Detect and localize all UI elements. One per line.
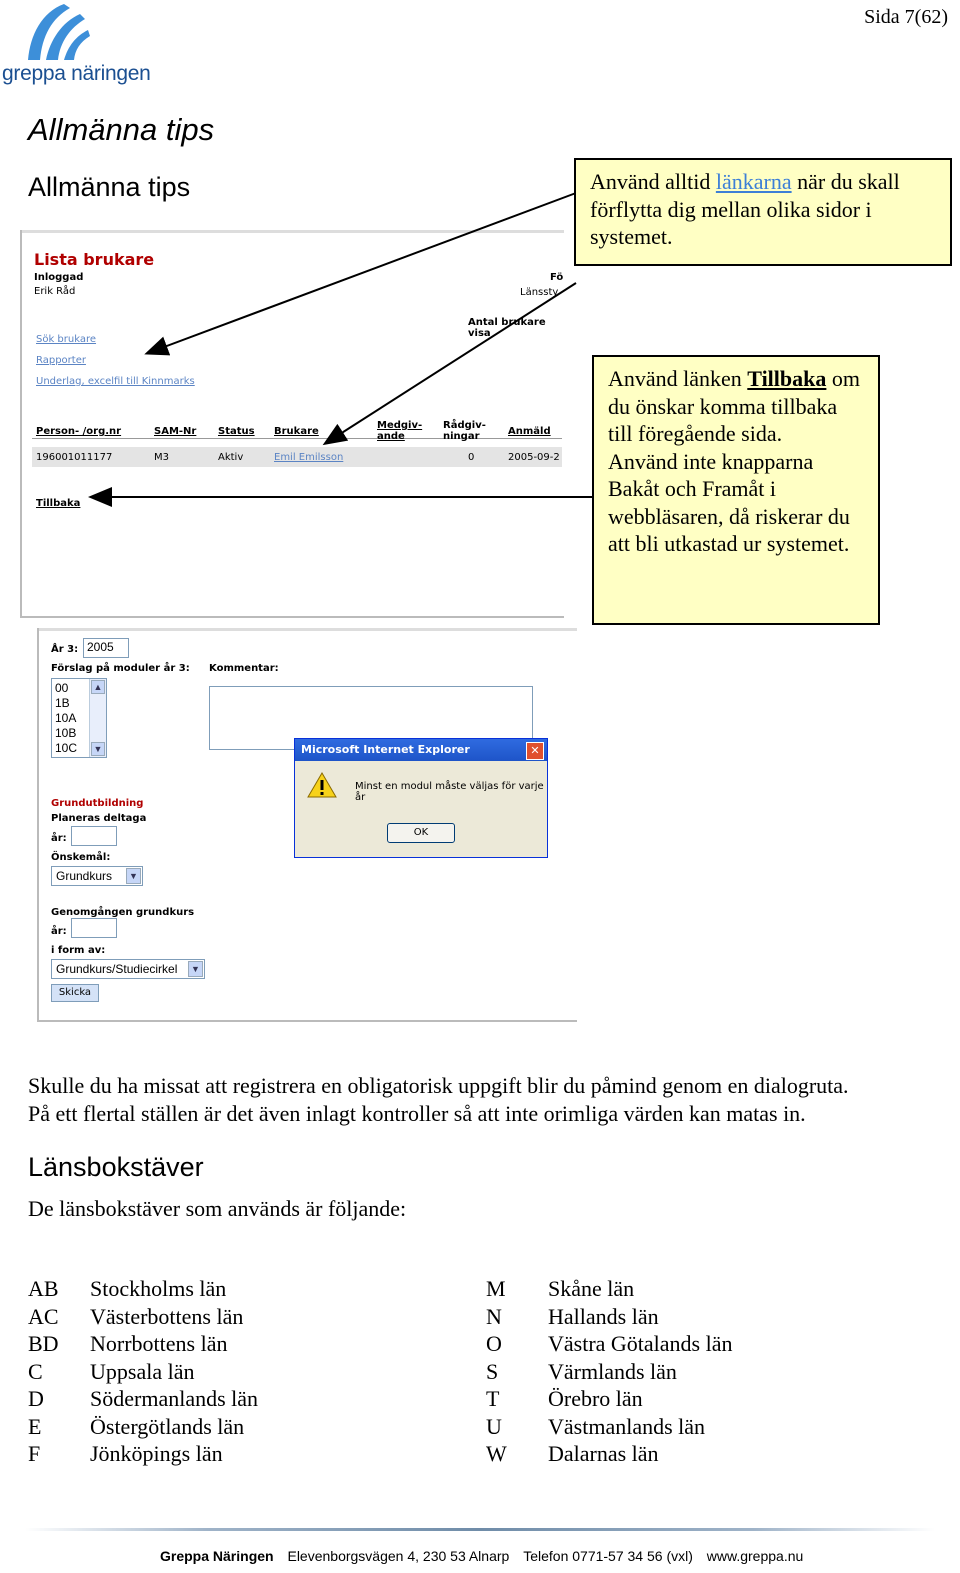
county-code: T <box>486 1386 500 1411</box>
callout2-line2: Använd inte knapparna Bakåt och Framåt i webbläsaren, då riskerar du att bli utkastad ur systemet. <box>608 448 850 556</box>
county-name: Skåne län <box>548 1276 635 1301</box>
cell-brukare-link[interactable]: Emil Emilsson <box>274 452 344 463</box>
footer <box>160 1548 803 1564</box>
chevron-down-icon[interactable]: ▼ <box>188 961 203 977</box>
dialog-close-icon[interactable]: ✕ <box>526 742 544 760</box>
col-status[interactable]: Status <box>218 426 255 437</box>
col-sam-nr[interactable]: SAM-Nr <box>154 426 197 437</box>
skicka-button[interactable]: Skicka <box>51 984 99 1002</box>
county-name: Södermanlands län <box>90 1386 259 1411</box>
iform-select[interactable] <box>51 959 205 979</box>
year-label: År 3: <box>51 644 79 655</box>
county-name: Västerbottens län <box>90 1303 244 1329</box>
callout2-post: om du önskar komma tillbaka till föregående sida. <box>608 366 861 446</box>
cell-anmald: 2005-09-2 <box>508 452 560 463</box>
dialog-ok-button[interactable]: OK <box>387 823 455 843</box>
link-tillbaka[interactable]: Tillbaka <box>36 498 81 509</box>
chevron-down-icon[interactable]: ▼ <box>126 868 141 884</box>
module-option[interactable]: 00 <box>55 681 69 695</box>
county-names-right <box>548 1275 733 1468</box>
alert-dialog <box>294 738 548 858</box>
callout1-post: när du skall förflytta dig mellan olika sidor i systemet. <box>590 169 900 249</box>
lansbokstaver-heading: Länsbokstäver <box>28 1152 204 1182</box>
county-code: W <box>486 1441 507 1466</box>
onskemal-label: Önskemål: <box>51 852 111 863</box>
county-code: O <box>486 1331 502 1356</box>
county-code: S <box>486 1358 499 1384</box>
callout2-pre: Använd länken <box>608 366 748 391</box>
callout-tillbaka-tip <box>592 355 880 625</box>
section-title: Allmänna tips <box>28 172 191 202</box>
planeras-label: Planeras deltaga <box>51 813 147 824</box>
col-medgivande[interactable]: Medgiv- ande <box>377 420 423 442</box>
user-name: Erik Råd <box>34 286 76 297</box>
grundkurs-value: Grundkurs <box>56 869 113 883</box>
footer-divider <box>25 1528 935 1531</box>
module-option[interactable]: 10A <box>55 711 77 725</box>
dialog-message: Minst en modul måste väljas för varje år <box>355 781 544 803</box>
module-option[interactable]: 10B <box>55 726 77 740</box>
grundutbildning-heading: Grundutbildning <box>51 798 144 809</box>
page-number: Sida 7(62) <box>864 6 948 28</box>
right-label-1: Fö <box>550 272 564 283</box>
county-name: Västra Götalands län <box>548 1331 733 1356</box>
dialog-titlebar: Microsoft Internet Explorer <box>295 739 547 761</box>
count-label: Antal brukare visa <box>468 317 546 339</box>
link-sok-brukare[interactable]: Sök brukare <box>36 334 97 345</box>
footer-web: www.greppa.nu <box>706 1548 804 1564</box>
module-option[interactable]: 1B <box>55 696 70 710</box>
link-rapporter[interactable]: Rapporter <box>36 355 86 366</box>
modules-label: Förslag på moduler år 3: <box>51 663 190 674</box>
county-code: AB <box>28 1276 59 1301</box>
county-name: Uppsala län <box>90 1358 195 1384</box>
screenshot-form-dialog <box>37 628 577 1022</box>
county-name: Dalarnas län <box>548 1441 659 1466</box>
dialog-note-line2: På ett flertal ställen är det även inlagt kontroller så att inte orimliga värden kan matas in. <box>28 1101 806 1126</box>
county-code: BD <box>28 1331 59 1356</box>
footer-address: Elevenborgsvägen 4, 230 53 Alnarp <box>287 1548 510 1564</box>
county-codes-right <box>486 1275 507 1468</box>
ar2-label: år: <box>51 926 67 937</box>
county-names-left <box>90 1275 258 1468</box>
ar-label: år: <box>51 833 67 844</box>
genomgangen-ar-input[interactable] <box>71 918 117 938</box>
county-code: AC <box>28 1303 59 1329</box>
cell-person-nr: 196001011177 <box>36 452 113 463</box>
link-underlag[interactable]: Underlag, excelfil till Kinnmarks <box>36 376 195 387</box>
county-name: Jönköpings län <box>90 1441 223 1466</box>
scroll-down-icon[interactable]: ▼ <box>91 742 105 756</box>
listbox-scrollbar[interactable] <box>89 679 106 757</box>
county-code: C <box>28 1358 43 1384</box>
county-code: E <box>28 1413 42 1439</box>
callout1-pre: Använd alltid <box>590 169 716 194</box>
col-brukare[interactable]: Brukare <box>274 426 319 437</box>
page-title: Allmänna tips <box>28 112 215 147</box>
county-code: F <box>28 1441 41 1466</box>
genomgangen-label: Genomgången grundkurs <box>51 907 195 918</box>
grundkurs-select[interactable] <box>51 866 143 886</box>
lista-brukare-heading: Lista brukare <box>34 250 155 269</box>
cell-radgivningar: 0 <box>468 452 475 463</box>
module-option[interactable]: 10C <box>55 741 78 755</box>
year-input[interactable]: 2005 <box>83 638 129 658</box>
county-name: Örebro län <box>548 1386 643 1411</box>
warning-icon <box>307 771 337 799</box>
footer-phone: Telefon 0771-57 34 56 (vxl) <box>523 1548 693 1564</box>
planeras-ar-input[interactable] <box>71 826 117 846</box>
col-radgivningar: Rådgiv- ningar <box>443 420 486 442</box>
county-name: Värmlands län <box>548 1358 677 1384</box>
county-name: Stockholms län <box>90 1276 227 1301</box>
module-listbox[interactable] <box>51 678 107 758</box>
county-code: D <box>28 1386 44 1411</box>
callout1-link: länkarna <box>715 169 792 194</box>
dialog-note-line1: Skulle du ha missat att registrera en obligatorisk uppgift blir du påmind genom en dialogruta. <box>28 1073 849 1098</box>
col-anmald[interactable]: Anmäld <box>508 426 551 437</box>
county-name: Norrbottens län <box>90 1331 228 1356</box>
callout-links-tip <box>574 158 952 266</box>
right-label-2: Länssty <box>520 287 559 298</box>
logo-text: greppa näringen <box>2 62 151 85</box>
county-code: N <box>486 1303 502 1329</box>
lansbokstaver-intro: De länsbokstäver som används är följande: <box>28 1196 407 1221</box>
footer-org: Greppa Näringen <box>160 1548 274 1564</box>
county-code: U <box>486 1413 502 1439</box>
county-codes-left <box>28 1275 59 1468</box>
comment-label: Kommentar: <box>209 663 279 674</box>
county-name: Östergötlands län <box>90 1413 245 1439</box>
callout2-link: Tillbaka <box>747 366 827 391</box>
cell-sam-nr: M3 <box>154 452 169 463</box>
col-person-orgnr[interactable]: Person- /org.nr <box>36 426 122 437</box>
scroll-up-icon[interactable]: ▲ <box>91 680 105 694</box>
iform-label: i form av: <box>51 945 106 956</box>
logged-in-label: Inloggad <box>34 272 84 283</box>
iform-value: Grundkurs/Studiecirkel <box>56 962 178 976</box>
cell-status: Aktiv <box>218 452 244 463</box>
county-name: Västmanlands län <box>548 1413 706 1439</box>
county-name: Hallands län <box>548 1303 659 1329</box>
county-code: M <box>486 1276 506 1301</box>
